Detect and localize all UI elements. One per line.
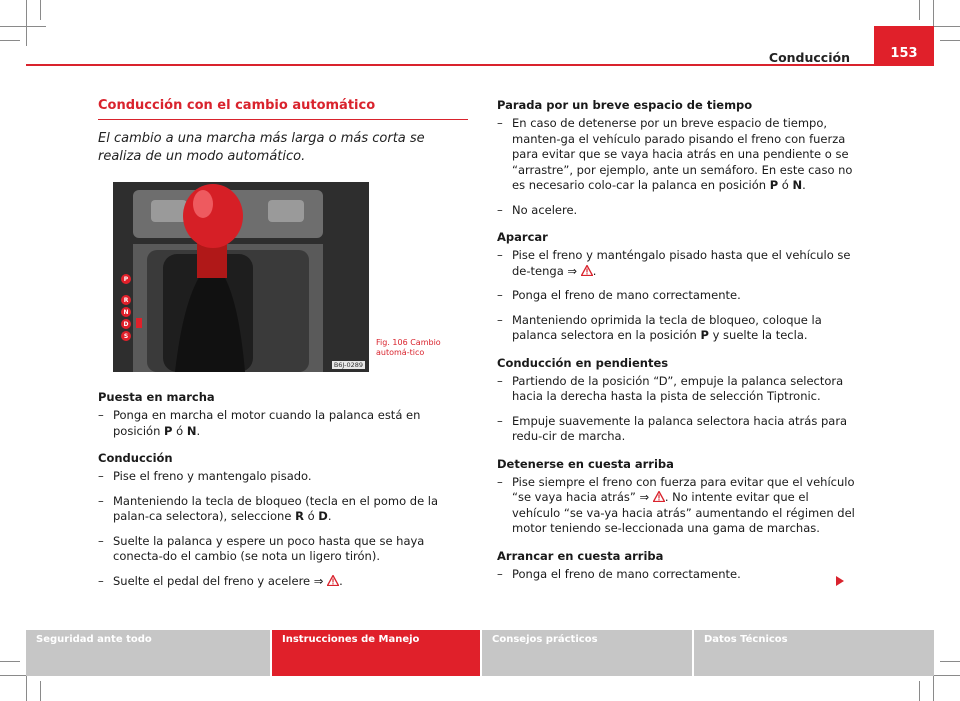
subheading-conduccion: Conducción: [98, 451, 173, 465]
crop-mark: [0, 661, 20, 662]
list-item: – Ponga el freno de mano correctamente.: [497, 288, 741, 302]
footer-tab-instrucciones[interactable]: Instrucciones de Manejo: [272, 630, 480, 676]
subheading-detenerse: Detenerse en cuesta arriba: [497, 456, 674, 471]
gear-letter-p: P: [123, 276, 129, 283]
gear-letter-n: N: [123, 309, 129, 316]
subheading-parada: Parada por un breve espacio de tiempo: [497, 98, 753, 112]
gear-shifter-image: [113, 182, 369, 372]
figure-caption: Fig. 106 Cambio automá-tico: [376, 338, 441, 357]
right-column: [497, 98, 857, 591]
left-column: [98, 98, 468, 598]
crop-mark: [40, 681, 41, 701]
gear-letter-s: S: [123, 333, 129, 340]
figure-code: B6J-0289: [333, 361, 363, 369]
crop-mark: [940, 40, 960, 41]
list-item: – Pise el freno y mantengalo pisado.: [98, 469, 312, 483]
figure-106: [98, 182, 468, 378]
list-item: – Ponga en marcha el motor cuando la palanca está en posición P ó N.: [98, 408, 421, 438]
footer-tab-consejos[interactable]: Consejos prácticos: [482, 630, 692, 676]
list-item: – Manteniendo la tecla de bloqueo (tecla en el pomo de la palan-ca selectora), seleccione R ó D.: [98, 493, 439, 523]
list-item: – Ponga el freno de mano correctamente.: [497, 566, 741, 581]
crop-mark: [26, 0, 27, 46]
crop-mark: [40, 0, 41, 20]
crop-mark: [919, 681, 920, 701]
crop-mark: [0, 26, 46, 27]
list-item: – Suelte la palanca y espere un poco hasta que se haya conecta-do el cambio (se nota un ligero tirón).: [98, 533, 425, 563]
warning-triangle-icon[interactable]: [327, 575, 339, 586]
list-item: – En caso de detenerse por un breve espacio de tiempo, manten-ga el vehículo parado pisando el freno con fuerza para evitar que se vaya hacia atrás en una pendiente o se “arrastre”, por ejemplo, ante un semáforo. En este caso no es necesario colo-car la palanca en posición P ó N.: [497, 116, 853, 192]
list-item: – Suelte el pedal del freno y acelere ⇒ .: [98, 573, 343, 588]
crop-mark: [940, 661, 960, 662]
gear-shifter-illustration: [113, 182, 369, 372]
subheading-puesta-en-marcha: Puesta en marcha: [98, 390, 215, 404]
footer-tab-datos[interactable]: Datos Técnicos: [694, 630, 934, 676]
crop-mark: [0, 40, 20, 41]
continue-arrow-icon[interactable]: [836, 576, 844, 586]
list-item: – No acelere.: [497, 202, 578, 217]
list-item: – Empuje suavemente la palanca selectora hacia atrás para redu-cir de marcha.: [497, 413, 848, 443]
section-intro: El cambio a una marcha más larga o más corta se realiza de un modo automático.: [98, 131, 425, 164]
running-header: Conducción: [768, 50, 850, 65]
footer-tab-seguridad[interactable]: Seguridad ante todo: [26, 630, 270, 676]
section-title: Conducción con el cambio automático: [98, 98, 468, 120]
subheading-aparcar: Aparcar: [497, 230, 548, 244]
subheading-pendientes: Conducción en pendientes: [497, 355, 669, 370]
crop-mark: [919, 0, 920, 20]
list-item: – Pise el freno y manténgalo pisado hasta que el vehículo se de-tenga ⇒ .: [497, 248, 851, 278]
list-item: – Pise siempre el freno con fuerza para evitar que el vehículo “se vaya hacia atrás” ⇒ . No intente evitar que el vehículo “se va-ya hacia atrás” aumentando el régimen del motor teniendo se-leccionada una gama de marchas.: [497, 474, 855, 535]
list-item: – Manteniendo oprimida la tecla de bloqueo, coloque la palanca selectora en la posición P y suelte la tecla.: [497, 312, 822, 342]
gear-letter-r: R: [123, 297, 129, 304]
list-item: – Partiendo de la posición “D”, empuje la palanca selectora hacia la derecha hasta la pista de selección Tiptronic.: [497, 373, 844, 403]
subheading-arrancar: Arrancar en cuesta arriba: [497, 548, 664, 563]
warning-triangle-icon[interactable]: [581, 265, 593, 276]
gear-letter-d: D: [123, 321, 129, 328]
warning-triangle-icon[interactable]: [653, 491, 665, 502]
page-number: 153: [874, 26, 934, 66]
